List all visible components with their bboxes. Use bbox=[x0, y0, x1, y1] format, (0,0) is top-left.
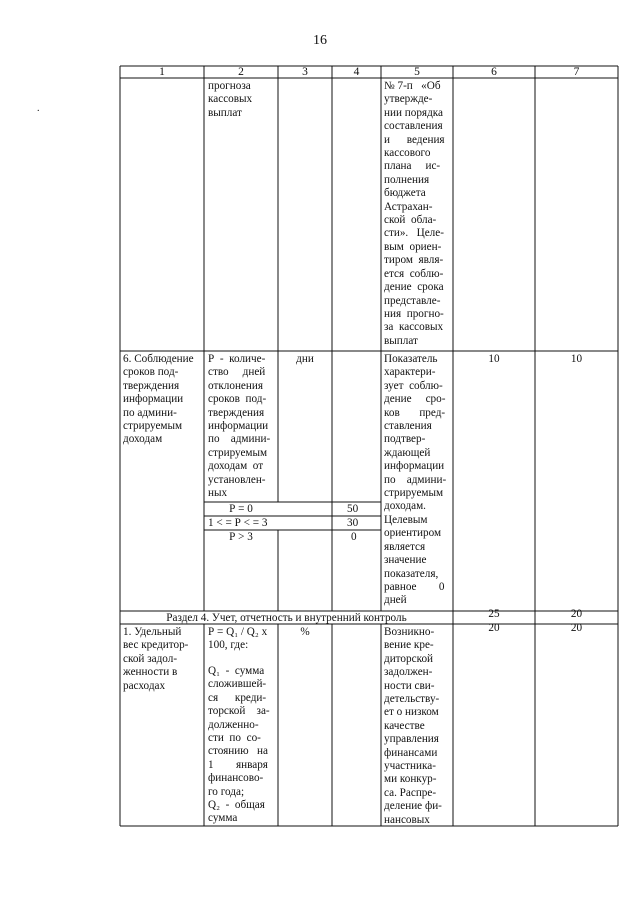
row1-unit: % bbox=[300, 626, 310, 638]
header-col-5: 5 bbox=[414, 66, 420, 78]
row6-col7-value: 10 bbox=[570, 353, 583, 365]
row1-indicator: 1. Удельный вес кредитор- ской задол- женности в расходах bbox=[123, 626, 189, 692]
row1-formula: Р = Q₁ / Q₂ х 100, где: bbox=[208, 626, 268, 652]
header-col-6: 6 bbox=[491, 66, 497, 78]
cont-row-col5: № 7-п «Об утвержде- нии порядка составления и ведения кассового плана ис- полнения бюджета Астрахан- ской обла- сти». Целе- вым ориен- тиром явля- ется соблю- дение срока представле- ния прогно- за кассовых выплат bbox=[384, 80, 445, 347]
row6-sub3-value: 0 bbox=[351, 531, 357, 543]
section-4-title: Раздел 4. Учет, отчетность и внутренний контроль bbox=[166, 612, 407, 624]
row6-unit: дни bbox=[296, 353, 314, 365]
section-4-col7: 20 bbox=[570, 608, 583, 620]
cont-row-col2: прогноза кассовых выплат bbox=[208, 80, 253, 119]
stray-mark: . bbox=[37, 103, 40, 114]
row6-formula: Р - количе- ство дней отклонения сроков под- тверждения информации по админи- стрируемым доходам от установлен- ных bbox=[208, 353, 271, 500]
header-col-7: 7 bbox=[573, 66, 580, 78]
row1-formula-legend: Q₁ - сумма сложившей- ся креди- торской за- долженно- сти по со- стоянию на 1 января финансово- го года; Q₂ - общая сумма bbox=[208, 665, 270, 825]
header-col-3: 3 bbox=[302, 66, 308, 78]
page-number: 16 bbox=[313, 33, 327, 48]
row6-col6-value: 10 bbox=[488, 353, 500, 365]
header-col-4: 4 bbox=[353, 66, 360, 78]
row6-sub2-condition: 1 < = Р < = 3 bbox=[208, 517, 268, 529]
header-col-2: 2 bbox=[238, 66, 244, 78]
section-4-col6: 25 bbox=[488, 608, 500, 620]
row6-sub2-value: 30 bbox=[347, 517, 359, 529]
row6-sub1-value: 50 bbox=[347, 503, 359, 515]
row6-sub1-condition: Р = 0 bbox=[229, 503, 253, 515]
row6-description: Показатель характери- зует соблю- дение сро- ков пред- ставления подтвер- ждающей информации по админи- стрируемым доходам. Целевым ориентиром является значение показателя, равное 0 дней bbox=[384, 353, 447, 607]
row1-description: Возникно- вение кре- диторской задолжен- ности сви- детельству- ет о низком качестве управления финансами участника- ми конкур- са. Распре- деление фи- нансовых bbox=[384, 626, 442, 826]
row1-col7-value: 20 bbox=[570, 622, 583, 634]
row1-col6-value: 20 bbox=[488, 622, 500, 634]
header-col-1: 1 bbox=[159, 66, 165, 78]
row6-indicator: 6. Соблюдение сроков под- тверждения информации по админи- стрируемым доходам bbox=[123, 353, 194, 446]
row6-sub3-condition: Р > 3 bbox=[229, 531, 253, 543]
